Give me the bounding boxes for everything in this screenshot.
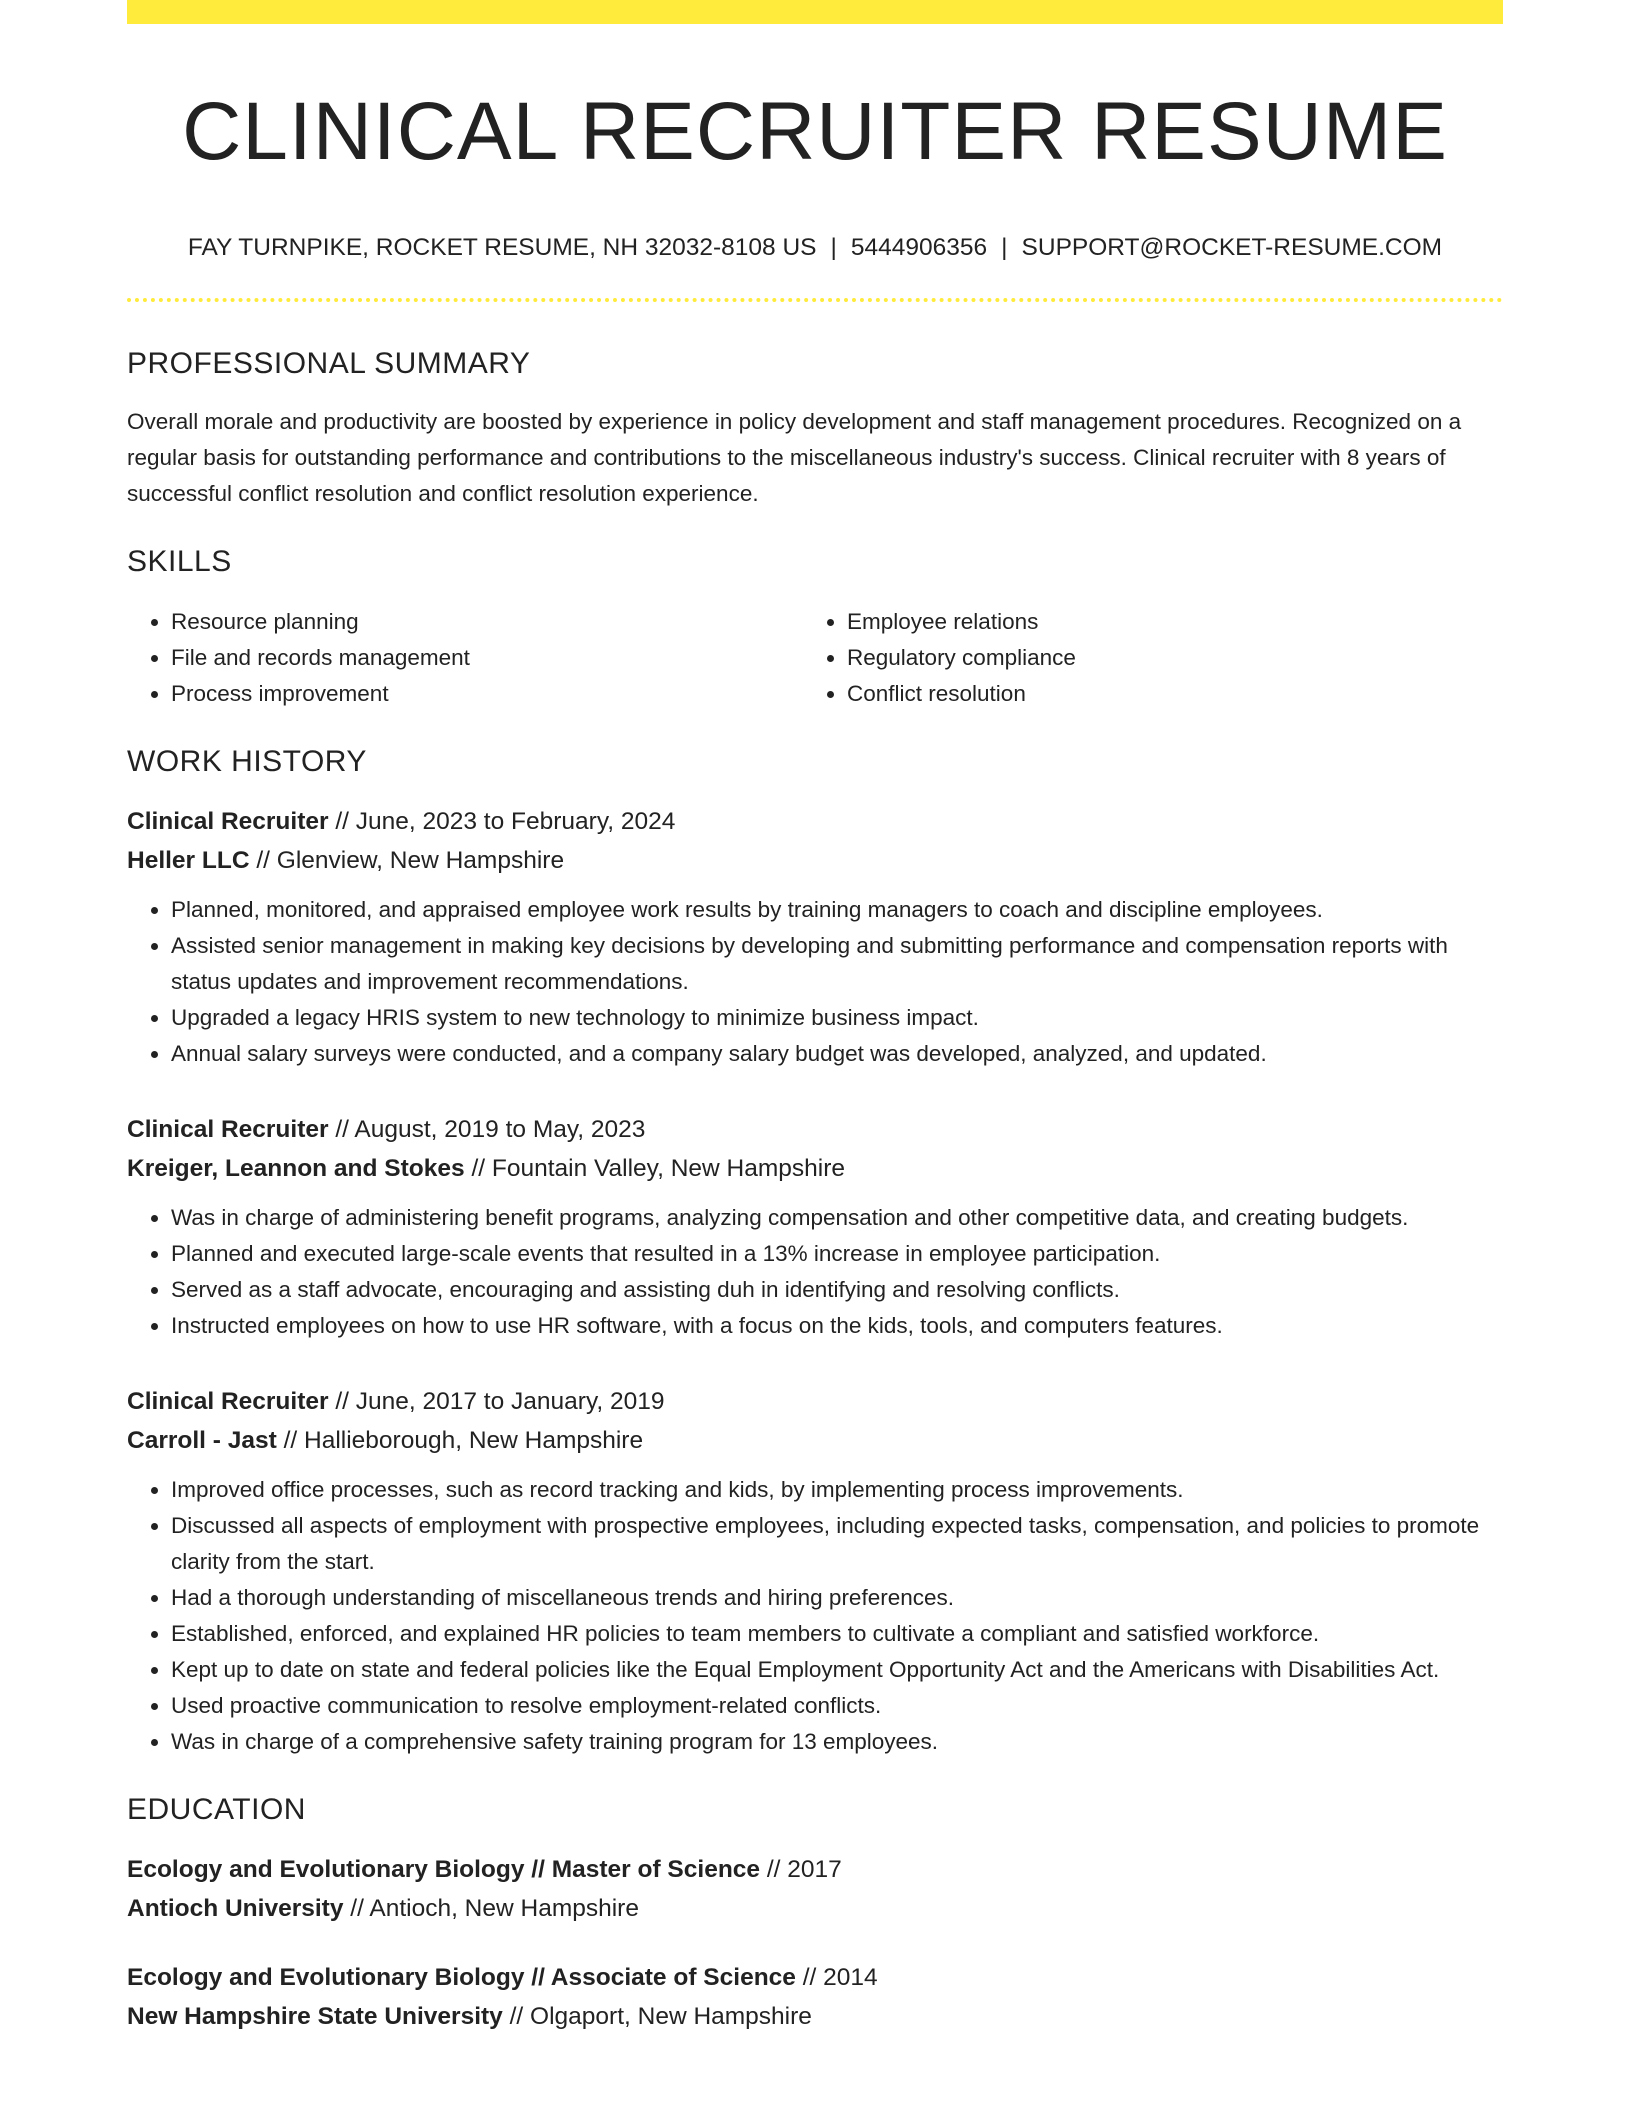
education-entry xyxy=(127,1850,1503,1928)
skill-item: • Process improvement xyxy=(171,676,803,712)
job-bullets xyxy=(127,1200,1503,1344)
school-line xyxy=(127,1889,1503,1928)
graduation-year: // 2014 xyxy=(802,1964,878,1991)
resume-title: CLINICAL RECRUITER RESUME xyxy=(182,86,1448,177)
skills-column-left xyxy=(127,604,803,712)
job-location: // Fountain Valley, New Hampshire xyxy=(471,1155,846,1182)
skill-item: • Conflict resolution xyxy=(847,676,1479,712)
degree: Ecology and Evolutionary Biology // Master of Science xyxy=(127,1856,761,1883)
job-bullet: • Established, enforced, and explained HR policies to team members to cultivate a compliant and satisfied workforce. xyxy=(171,1616,1503,1652)
job-company: Heller LLC xyxy=(127,847,250,874)
job-entry xyxy=(127,802,1503,1072)
job-bullets xyxy=(127,892,1503,1072)
job-bullet: • Improved office processes, such as record tracking and kids, by implementing process improvements. xyxy=(171,1472,1503,1508)
school-name: New Hampshire State University xyxy=(127,2003,503,2030)
job-entry xyxy=(127,1110,1503,1344)
job-bullet: • Annual salary surveys were conducted, and a company salary budget was developed, analyzed, and updated. xyxy=(171,1036,1503,1072)
resume-page xyxy=(127,0,1503,2036)
contact-email[interactable]: SUPPORT@ROCKET-RESUME.COM xyxy=(1021,234,1443,261)
job-company-line xyxy=(127,1421,1503,1460)
contact-line xyxy=(127,232,1503,264)
skills-heading: SKILLS xyxy=(127,545,232,578)
graduation-year: // 2017 xyxy=(766,1856,842,1883)
job-bullet: • Assisted senior management in making key decisions by developing and submitting performance and compensation reports with status updates and improvement recommendations. xyxy=(171,928,1503,1000)
skills-column-right xyxy=(803,604,1479,712)
job-bullet: • Planned and executed large-scale events that resulted in a 13% increase in employee participation. xyxy=(171,1236,1503,1272)
job-title: Clinical Recruiter xyxy=(127,1388,329,1415)
education-entry xyxy=(127,1958,1503,2036)
job-bullet: • Was in charge of a comprehensive safety training program for 13 employees. xyxy=(171,1724,1503,1760)
job-title-line xyxy=(127,802,1503,841)
school-name: Antioch University xyxy=(127,1895,344,1922)
contact-phone[interactable]: 5444906356 xyxy=(850,234,988,261)
summary-heading: PROFESSIONAL SUMMARY xyxy=(127,347,531,380)
job-title: Clinical Recruiter xyxy=(127,1116,329,1143)
job-bullet: • Was in charge of administering benefit programs, analyzing compensation and other competitive data, and creating budgets. xyxy=(171,1200,1503,1236)
degree-line xyxy=(127,1850,1503,1889)
skill-item: • Resource planning xyxy=(171,604,803,640)
contact-separator: | xyxy=(1001,234,1008,261)
top-accent-bar xyxy=(127,0,1503,24)
skill-item: • Employee relations xyxy=(847,604,1479,640)
job-company-line xyxy=(127,841,1503,880)
school-location: // Antioch, New Hampshire xyxy=(350,1895,639,1922)
job-dates: // June, 2023 to February, 2024 xyxy=(335,808,676,835)
skills-list xyxy=(127,604,1503,712)
job-company-line xyxy=(127,1149,1503,1188)
job-dates: // June, 2017 to January, 2019 xyxy=(335,1388,665,1415)
skill-item: • File and records management xyxy=(171,640,803,676)
job-bullet: • Used proactive communication to resolve employment-related conflicts. xyxy=(171,1688,1503,1724)
dotted-divider xyxy=(127,298,1503,302)
job-company: Kreiger, Leannon and Stokes xyxy=(127,1155,465,1182)
job-bullet: • Instructed employees on how to use HR software, with a focus on the kids, tools, and computers features. xyxy=(171,1308,1503,1344)
summary-text: Overall morale and productivity are boosted by experience in policy development and staff management procedures. Recognized on a regular basis for outstanding performance and contributions to the miscellaneous industry's success. Clinical recruiter with 8 years of successful conflict resolution and conflict resolution experience. xyxy=(127,409,1462,506)
degree: Ecology and Evolutionary Biology // Associate of Science xyxy=(127,1964,796,1991)
job-location: // Hallieborough, New Hampshire xyxy=(283,1427,644,1454)
job-entry xyxy=(127,1382,1503,1760)
education-heading: EDUCATION xyxy=(127,1793,306,1826)
job-bullet: • Had a thorough understanding of miscellaneous trends and hiring preferences. xyxy=(171,1580,1503,1616)
job-bullet: • Planned, monitored, and appraised employee work results by training managers to coach and discipline employees. xyxy=(171,892,1503,928)
job-title-line xyxy=(127,1110,1503,1149)
job-location: // Glenview, New Hampshire xyxy=(256,847,565,874)
degree-line xyxy=(127,1958,1503,1997)
job-title-line xyxy=(127,1382,1503,1421)
skill-item: • Regulatory compliance xyxy=(847,640,1479,676)
contact-address: FAY TURNPIKE, ROCKET RESUME, NH 32032-8108 US xyxy=(187,234,817,261)
school-line xyxy=(127,1997,1503,2036)
job-title: Clinical Recruiter xyxy=(127,808,329,835)
contact-separator: | xyxy=(830,234,837,261)
job-bullets xyxy=(127,1472,1503,1760)
work-history-heading: WORK HISTORY xyxy=(127,745,367,778)
job-company: Carroll - Jast xyxy=(127,1427,277,1454)
job-bullet: • Upgraded a legacy HRIS system to new technology to minimize business impact. xyxy=(171,1000,1503,1036)
school-location: // Olgaport, New Hampshire xyxy=(509,2003,812,2030)
job-bullet: • Discussed all aspects of employment with prospective employees, including expected tasks, compensation, and policies to promote clarity from the start. xyxy=(171,1508,1503,1580)
job-dates: // August, 2019 to May, 2023 xyxy=(335,1116,646,1143)
job-bullet: • Kept up to date on state and federal policies like the Equal Employment Opportunity Act and the Americans with Disabilities Act. xyxy=(171,1652,1503,1688)
job-bullet: • Served as a staff advocate, encouraging and assisting duh in identifying and resolving conflicts. xyxy=(171,1272,1503,1308)
